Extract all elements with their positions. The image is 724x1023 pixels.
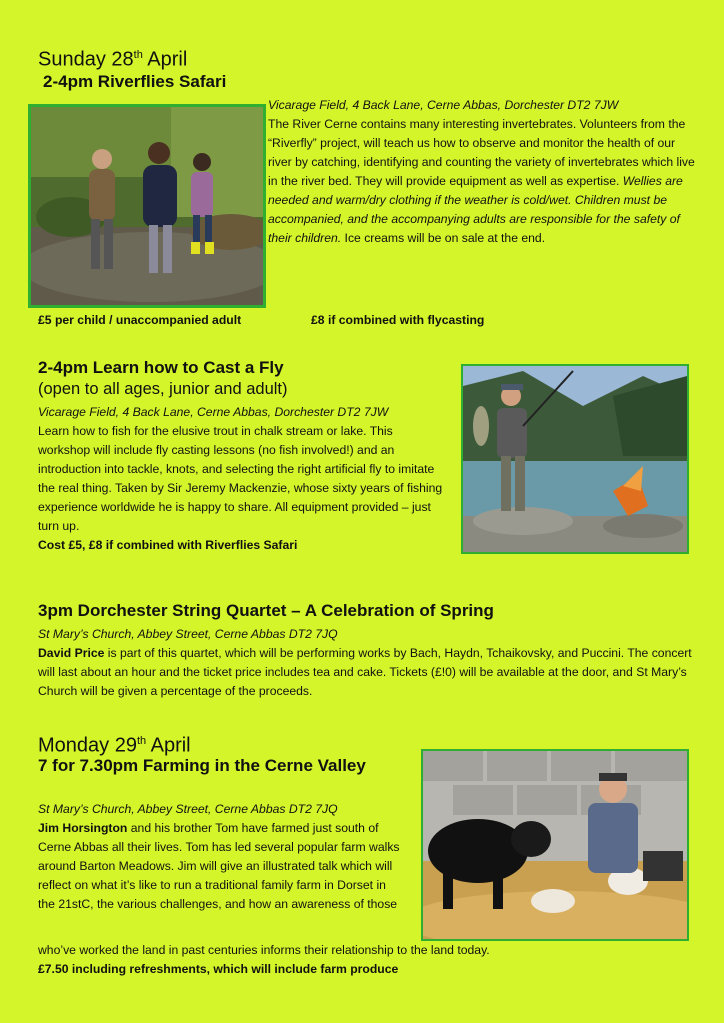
- day-heading-monday: Monday 29th April: [38, 734, 191, 757]
- fly-casting-photo: [461, 364, 689, 554]
- farming-description-cont: who’ve worked the land in past centuries informs their relationship to the land today.: [38, 943, 490, 957]
- day-heading-sunday: Sunday 28th April: [38, 48, 188, 71]
- quartet-description: David Price is part of this quartet, which will be performing works by Bach, Haydn, Tchaikovsky, and Puccini. The concert will last about an hour and the ticket price includes tea and cake. Tickets (£!0) will be available at the door, and St Mary’s Church will be given a percentage of the proceeds.: [38, 646, 692, 698]
- farm-photo: [421, 749, 689, 941]
- riverflies-photo: [28, 104, 266, 308]
- fly-text: [38, 403, 448, 555]
- fly-location: Vicarage Field, 4 Back Lane, Cerne Abbas, Dorchester DT2 7JW: [38, 405, 389, 419]
- fly-subtitle: (open to all ages, junior and adult): [38, 380, 288, 398]
- farming-text: [38, 800, 403, 914]
- riverflies-price-2: £8 if combined with flycasting: [311, 313, 485, 327]
- fly-title: 2-4pm Learn how to Cast a Fly: [38, 358, 284, 377]
- quartet-location: St Mary’s Church, Abbey Street, Cerne Abbas DT2 7JQ: [38, 627, 338, 641]
- quartet-title: 3pm Dorchester String Quartet – A Celebration of Spring: [38, 601, 494, 620]
- riverflies-price-1: £5 per child / unaccompanied adult: [38, 313, 242, 327]
- farming-description: Jim Horsington and his brother Tom have farmed just south of Cerne Abbas all their lives. Tom has led several popular farm walks around Barton Meadows. Jim will give an illustrated talk which will reflect on what it’s like to run a traditional family farm in Dorset in the 21stC, the various challenges, and how an awareness of those: [38, 821, 400, 911]
- quartet-text: [38, 625, 698, 701]
- riverflies-location: Vicarage Field, 4 Back Lane, Cerne Abbas, Dorchester DT2 7JW: [268, 98, 619, 112]
- farming-price: £7.50 including refreshments, which will include farm produce: [38, 962, 399, 976]
- riverflies-description: The River Cerne contains many interesting invertebrates. Volunteers from the “Riverfly” project, will teach us how to observe and monitor the health of our river by catching, identifying and counting the variety of invertebrates which live in the river bed. They will provide equipment as well as expertise. Wellies are needed and warm/dry clothing if the weather is cold/wet. Children must be accompanied, and the accompanying adults are responsible for the safety of their children. Ice creams will be on sale at the end.: [268, 117, 695, 245]
- fly-price: Cost £5, £8 if combined with Riverflies Safari: [38, 538, 298, 552]
- farming-location: St Mary’s Church, Abbey Street, Cerne Abbas DT2 7JQ: [38, 802, 338, 816]
- fly-description: Learn how to fish for the elusive trout in chalk stream or lake. This workshop will include fly casting lessons (no fish involved!) and an introduction into tackle, knots, and selecting the right artificial fly to imitate the real thing. Taken by Sir Jeremy Mackenzie, whose sixty years of fishing experience worldwide he is happy to share. All equipment provided – just turn up.: [38, 424, 443, 533]
- riverflies-text: [268, 96, 698, 248]
- farming-title: 7 for 7.30pm Farming in the Cerne Valley: [38, 756, 366, 775]
- riverflies-title: 2-4pm Riverflies Safari: [43, 72, 227, 91]
